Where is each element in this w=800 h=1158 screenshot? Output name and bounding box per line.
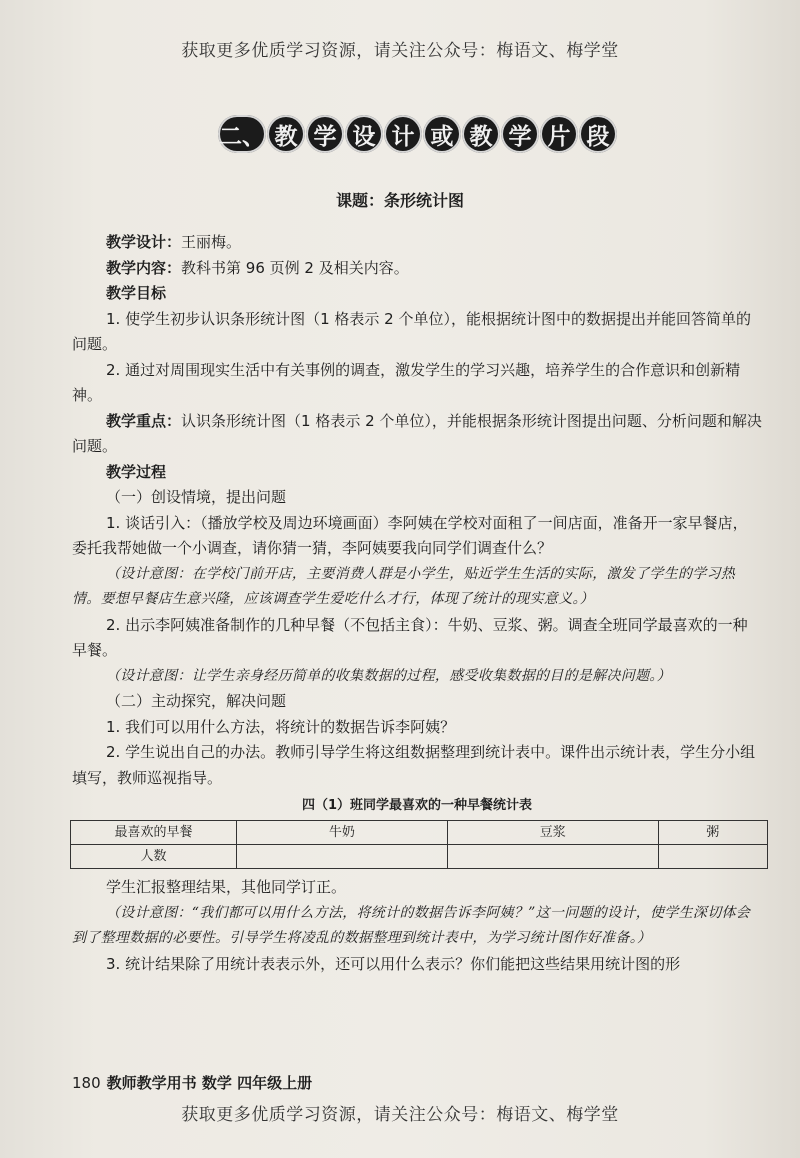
key-text: 认识条形统计图（1 格表示 2 个单位），并能根据条形统计图提出问题、分析问题和解决问题。 bbox=[72, 411, 762, 455]
design-note: （设计意图：“我们都可以用什么方法，将统计的数据告诉李阿姨？”这一问题的设计，使学生深切体会到了整理数据的必要性。引导学生将凌乱的数据整理到统计表中，为学习统计图作好准备。） bbox=[72, 904, 751, 946]
designer-line bbox=[72, 230, 762, 256]
watermark-top: 获取更多优质学习资源，请关注公众号：梅语文、梅学堂 bbox=[181, 41, 619, 61]
paragraph: 3. 统计结果除了用统计表表示外，还可以用什么表示？你们能把这些结果用统计图的形 bbox=[106, 954, 681, 973]
content-label: 教学内容： bbox=[106, 258, 182, 277]
table-cell: 最喜欢的早餐 bbox=[71, 821, 237, 845]
page-number: 180 bbox=[72, 1074, 101, 1092]
process-heading: 教学过程 bbox=[106, 462, 167, 481]
table-cell: 牛奶 bbox=[237, 821, 448, 845]
banner-char: 或 bbox=[423, 115, 461, 153]
table-row bbox=[71, 821, 768, 845]
goal-item: 1. 使学生初步认识条形统计图（1 格表示 2 个单位），能根据统计图中的数据提出并能回答简单的问题。 bbox=[72, 309, 751, 353]
paragraph: 2. 出示李阿姨准备制作的几种早餐（不包括主食）：牛奶、豆浆、粥。调查全班同学最喜欢的一种早餐。 bbox=[72, 615, 748, 659]
table-cell-empty bbox=[237, 845, 448, 869]
page-body bbox=[72, 230, 762, 977]
content-value: 教科书第 96 页例 2 及相关内容。 bbox=[181, 258, 409, 277]
table-row bbox=[71, 845, 768, 869]
design-note: （设计意图：让学生亲身经历简单的收集数据的过程，感受收集数据的目的是解决问题。） bbox=[106, 667, 671, 684]
banner-char: 片 bbox=[540, 115, 578, 153]
banner-char: 设 bbox=[345, 115, 383, 153]
key-point bbox=[72, 409, 762, 460]
designer-label: 教学设计： bbox=[106, 233, 182, 251]
banner-char: 教 bbox=[267, 115, 305, 153]
breakfast-table bbox=[70, 820, 768, 869]
paragraph: 学生汇报整理结果，其他同学订正。 bbox=[106, 878, 347, 896]
section-banner bbox=[218, 112, 618, 156]
paragraph: 1. 谈话引入：（播放学校及周边环境画面）李阿姨在学校对面租了一间店面，准备开一家早餐店，委托我帮她做一个小调查，请你猜一猜，李阿姨要我向同学们调查什么？ bbox=[72, 513, 748, 557]
watermark-bottom: 获取更多优质学习资源，请关注公众号：梅语文、梅学堂 bbox=[181, 1105, 619, 1125]
page-footer bbox=[72, 1072, 312, 1093]
table-cell: 人数 bbox=[71, 845, 237, 869]
banner-char: 段 bbox=[579, 115, 617, 153]
design-note: （设计意图：在学校门前开店，主要消费人群是小学生，贴近学生生活的实际，激发了学生的学习热情。要想早餐店生意兴隆，应该调查学生爱吃什么才行，体现了统计的现实意义。） bbox=[72, 565, 736, 607]
table-title: 四（1）班同学最喜欢的一种早餐统计表 bbox=[301, 798, 533, 813]
content-line bbox=[72, 256, 762, 282]
table-cell-empty bbox=[658, 845, 767, 869]
key-label: 教学重点： bbox=[106, 411, 182, 430]
banner-char: 学 bbox=[306, 115, 344, 153]
book-title: 教师教学用书 数学 四年级上册 bbox=[106, 1074, 313, 1092]
section-heading: （二）主动探究，解决问题 bbox=[106, 692, 287, 710]
lesson-title: 课题：条形统计图 bbox=[335, 191, 464, 210]
paragraph: 1. 我们可以用什么方法，将统计的数据告诉李阿姨？ bbox=[106, 717, 456, 736]
paragraph: 2. 学生说出自己的办法。教师引导学生将这组数据整理到统计表中。课件出示统计表，学生分小组填写，教师巡视指导。 bbox=[72, 743, 756, 787]
goals-heading: 教学目标 bbox=[106, 284, 167, 302]
table-cell: 豆浆 bbox=[447, 821, 658, 845]
section-heading: （一）创设情境，提出问题 bbox=[106, 488, 287, 506]
goal-item: 2. 通过对周围现实生活中有关事例的调查，激发学生的学习兴趣，培养学生的合作意识和创新精神。 bbox=[72, 360, 741, 404]
banner-char: 计 bbox=[384, 115, 422, 153]
banner-char: 学 bbox=[501, 115, 539, 153]
designer-value: 王丽梅。 bbox=[181, 233, 242, 251]
banner-char: 教 bbox=[462, 115, 500, 153]
table-cell: 粥 bbox=[658, 821, 767, 845]
banner-char: 二、 bbox=[218, 115, 266, 153]
table-cell-empty bbox=[447, 845, 658, 869]
